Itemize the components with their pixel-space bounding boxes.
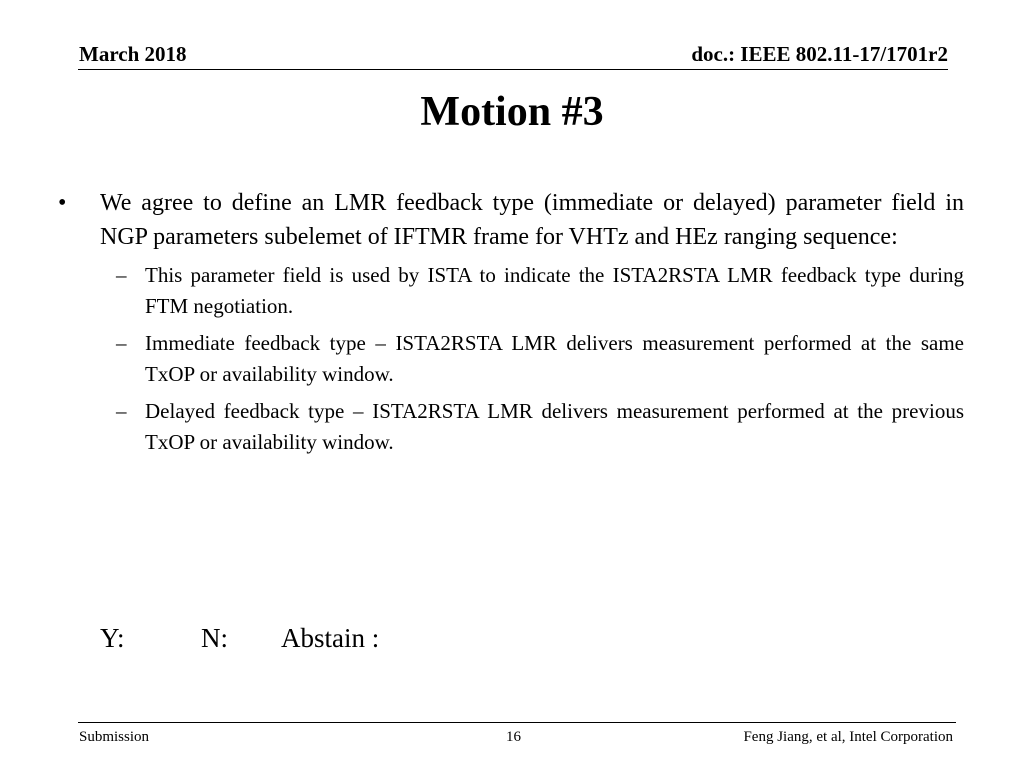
header-date: March 2018 [79, 42, 187, 66]
slide-body [54, 186, 964, 458]
sub-bullet-item [100, 396, 964, 458]
sub-bullet-marker: – [116, 331, 127, 355]
bullet-item [54, 186, 964, 254]
page-number: 16 [506, 729, 521, 745]
vote-abstain-label: Abstain : [281, 623, 380, 653]
bullet-text: We agree to define an LMR feedback type (immediate or delayed) parameter field in NGP parameters subelemet of IFTMR frame for VHTz and HEz ranging sequence: [100, 190, 964, 250]
slide-title: Motion #3 [420, 89, 604, 135]
vote-yes-label: Y: [100, 623, 125, 653]
sub-bullet-text: Delayed feedback type – ISTA2RSTA LMR delivers measurement performed at the previous TxOP or availability window. [145, 399, 964, 454]
footer-submission: Submission [79, 729, 150, 745]
sub-bullet-item [100, 328, 964, 390]
sub-bullet-text: Immediate feedback type – ISTA2RSTA LMR delivers measurement performed at the same TxOP or availability window. [145, 331, 964, 386]
footer-divider [78, 722, 956, 723]
vote-no-label: N: [201, 623, 228, 653]
header-doc-id: doc.: IEEE 802.11-17/1701r2 [691, 42, 948, 66]
sub-bullet-item [100, 260, 964, 322]
footer-author: Feng Jiang, et al, Intel Corporation [743, 729, 953, 745]
header-divider [78, 69, 948, 70]
bullet-marker: • [58, 190, 67, 216]
sub-bullet-marker: – [116, 399, 127, 423]
sub-bullet-marker: – [116, 263, 127, 287]
sub-bullet-text: This parameter field is used by ISTA to indicate the ISTA2RSTA LMR feedback type during FTM negotiation. [145, 263, 964, 318]
